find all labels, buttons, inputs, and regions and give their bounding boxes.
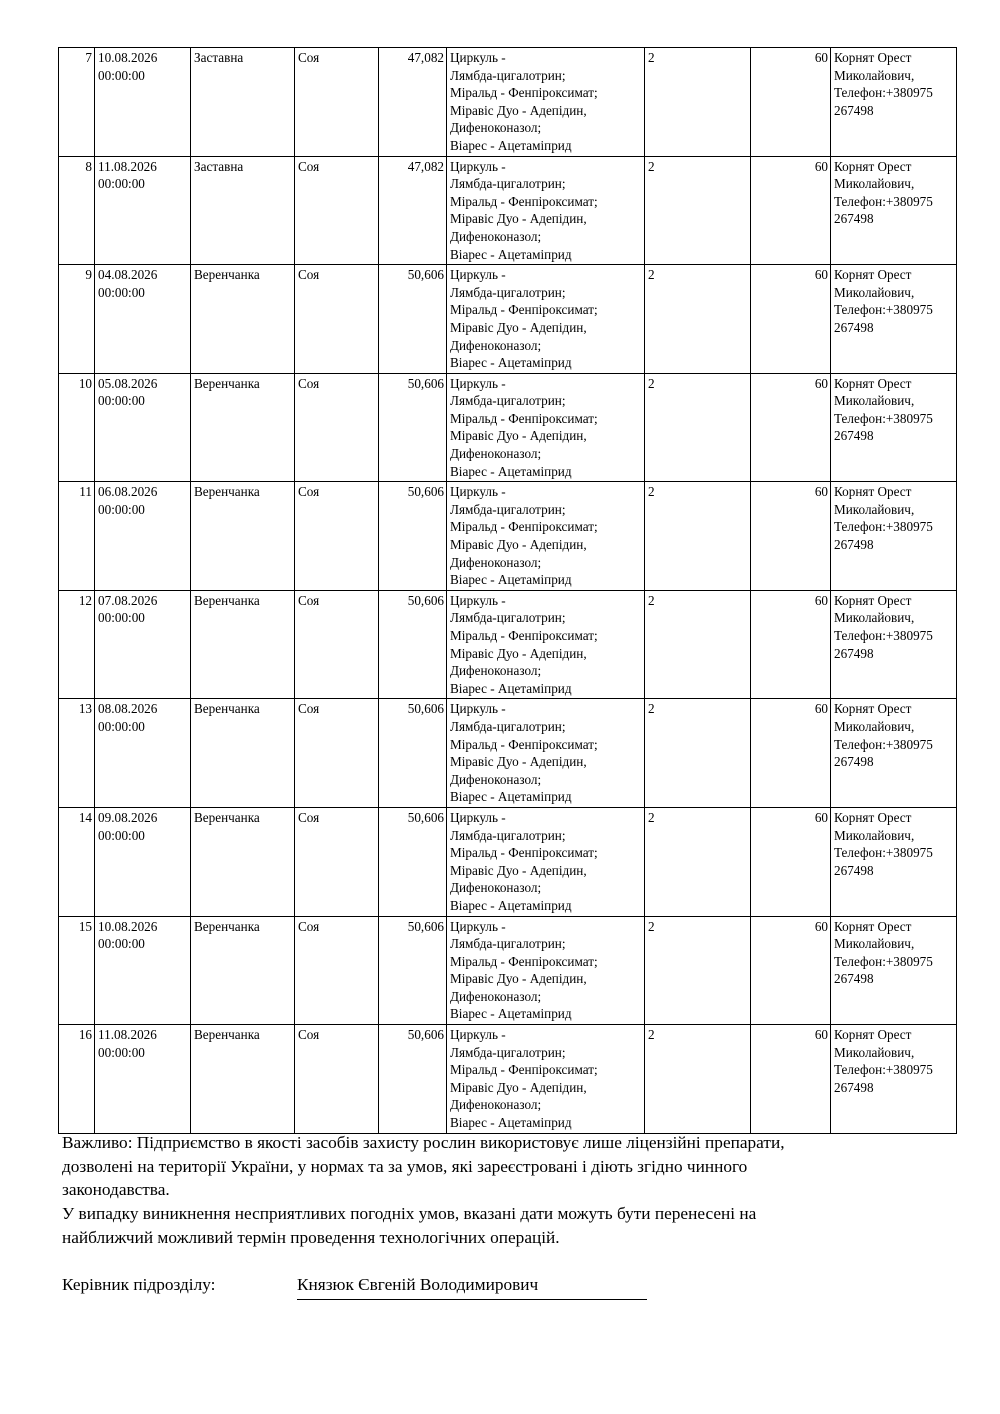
crop-cell: Соя	[295, 48, 379, 157]
preparations-cell: Циркуль - Лямбда-цигалотрин; Міральд - Фенпіроксимат; Міравіс Дуо - Адепідин, Дифеноконазол; Віарес - Ацетаміприд	[447, 807, 645, 916]
table-row	[59, 916, 957, 1025]
value-cell: 60	[751, 807, 831, 916]
location-cell: Веренчанка	[191, 916, 295, 1025]
contact-cell: Корнят Орест Миколайович, Телефон:+380975 267498	[831, 699, 957, 808]
date-cell: 11.08.2026 00:00:00	[95, 1025, 191, 1134]
preparations-cell: Циркуль - Лямбда-цигалотрин; Міральд - Фенпіроксимат; Міравіс Дуо - Адепідин, Дифеноконазол; Віарес - Ацетаміприд	[447, 265, 645, 374]
row-number-cell: 10	[59, 373, 95, 482]
row-number-cell: 11	[59, 482, 95, 591]
crop-cell: Соя	[295, 699, 379, 808]
crop-cell: Соя	[295, 482, 379, 591]
area-cell: 50,606	[379, 1025, 447, 1134]
row-number-cell: 13	[59, 699, 95, 808]
treatment-count-cell: 2	[645, 156, 751, 265]
table-row	[59, 156, 957, 265]
date-cell: 04.08.2026 00:00:00	[95, 265, 191, 374]
table-row	[59, 265, 957, 374]
table-row	[59, 699, 957, 808]
contact-cell: Корнят Орест Миколайович, Телефон:+380975 267498	[831, 482, 957, 591]
area-cell: 50,606	[379, 482, 447, 591]
area-cell: 50,606	[379, 590, 447, 699]
date-cell: 09.08.2026 00:00:00	[95, 807, 191, 916]
location-cell: Заставна	[191, 156, 295, 265]
location-cell: Веренчанка	[191, 373, 295, 482]
value-cell: 60	[751, 373, 831, 482]
location-cell: Веренчанка	[191, 482, 295, 591]
date-cell: 11.08.2026 00:00:00	[95, 156, 191, 265]
signature-block	[62, 1275, 682, 1305]
location-cell: Веренчанка	[191, 699, 295, 808]
preparations-cell: Циркуль - Лямбда-цигалотрин; Міральд - Фенпіроксимат; Міравіс Дуо - Адепідин, Дифеноконазол; Віарес - Ацетаміприд	[447, 1025, 645, 1134]
contact-cell: Корнят Орест Миколайович, Телефон:+380975 267498	[831, 807, 957, 916]
value-cell: 60	[751, 156, 831, 265]
table-row	[59, 807, 957, 916]
row-number-cell: 14	[59, 807, 95, 916]
location-cell: Веренчанка	[191, 1025, 295, 1134]
preparations-cell: Циркуль - Лямбда-цигалотрин; Міральд - Фенпіроксимат; Міравіс Дуо - Адепідин, Дифеноконазол; Віарес - Ацетаміприд	[447, 373, 645, 482]
location-cell: Веренчанка	[191, 265, 295, 374]
preparations-cell: Циркуль - Лямбда-цигалотрин; Міральд - Фенпіроксимат; Міравіс Дуо - Адепідин, Дифеноконазол; Віарес - Ацетаміприд	[447, 916, 645, 1025]
crop-cell: Соя	[295, 807, 379, 916]
crop-cell: Соя	[295, 156, 379, 265]
area-cell: 47,082	[379, 48, 447, 157]
value-cell: 60	[751, 916, 831, 1025]
contact-cell: Корнят Орест Миколайович, Телефон:+380975 267498	[831, 156, 957, 265]
date-cell: 05.08.2026 00:00:00	[95, 373, 191, 482]
contact-cell: Корнят Орест Миколайович, Телефон:+380975 267498	[831, 265, 957, 374]
area-cell: 50,606	[379, 265, 447, 374]
table-row	[59, 373, 957, 482]
table-body	[59, 48, 957, 1134]
treatment-count-cell: 2	[645, 265, 751, 374]
value-cell: 60	[751, 1025, 831, 1134]
location-cell: Заставна	[191, 48, 295, 157]
value-cell: 60	[751, 699, 831, 808]
signatory-name: Князюк Євгеній Володимирович	[297, 1275, 539, 1294]
location-cell: Веренчанка	[191, 590, 295, 699]
crop-cell: Соя	[295, 590, 379, 699]
treatment-count-cell: 2	[645, 1025, 751, 1134]
date-cell: 10.08.2026 00:00:00	[95, 916, 191, 1025]
contact-cell: Корнят Орест Миколайович, Телефон:+380975 267498	[831, 1025, 957, 1134]
preparations-cell: Циркуль - Лямбда-цигалотрин; Міральд - Фенпіроксимат; Міравіс Дуо - Адепідин, Дифеноконазол; Віарес - Ацетаміприд	[447, 156, 645, 265]
crop-cell: Соя	[295, 373, 379, 482]
treatment-count-cell: 2	[645, 590, 751, 699]
crop-cell: Соя	[295, 1025, 379, 1134]
table-row	[59, 48, 957, 157]
treatment-count-cell: 2	[645, 807, 751, 916]
table-row	[59, 482, 957, 591]
location-cell: Веренчанка	[191, 807, 295, 916]
important-note: Важливо: Підприємство в якості засобів захисту рослин використовує лише ліцензійні препарати, дозволені на території України, у нормах та за умов, які зареєстровані і діють згідно чинного законодавства. У випадку виникнення несприятливих погодніх умов, вказані дати можуть бути перенесені на найближчий можливий термін проведення технологічних операцій.	[62, 1133, 785, 1247]
contact-cell: Корнят Орест Миколайович, Телефон:+380975 267498	[831, 590, 957, 699]
row-number-cell: 7	[59, 48, 95, 157]
treatment-count-cell: 2	[645, 373, 751, 482]
row-number-cell: 9	[59, 265, 95, 374]
treatment-count-cell: 2	[645, 699, 751, 808]
signature-line	[297, 1299, 647, 1300]
signature-label: Керівник підрозділу:	[62, 1275, 216, 1294]
contact-cell: Корнят Орест Миколайович, Телефон:+380975 267498	[831, 916, 957, 1025]
preparations-cell: Циркуль - Лямбда-цигалотрин; Міральд - Фенпіроксимат; Міравіс Дуо - Адепідин, Дифеноконазол; Віарес - Ацетаміприд	[447, 48, 645, 157]
date-cell: 08.08.2026 00:00:00	[95, 699, 191, 808]
crop-cell: Соя	[295, 265, 379, 374]
row-number-cell: 15	[59, 916, 95, 1025]
contact-cell: Корнят Орест Миколайович, Телефон:+380975 267498	[831, 48, 957, 157]
schedule-table	[58, 47, 957, 1134]
preparations-cell: Циркуль - Лямбда-цигалотрин; Міральд - Фенпіроксимат; Міравіс Дуо - Адепідин, Дифеноконазол; Віарес - Ацетаміприд	[447, 482, 645, 591]
table-row	[59, 590, 957, 699]
contact-cell: Корнят Орест Миколайович, Телефон:+380975 267498	[831, 373, 957, 482]
value-cell: 60	[751, 482, 831, 591]
area-cell: 47,082	[379, 156, 447, 265]
date-cell: 07.08.2026 00:00:00	[95, 590, 191, 699]
crop-cell: Соя	[295, 916, 379, 1025]
row-number-cell: 8	[59, 156, 95, 265]
preparations-cell: Циркуль - Лямбда-цигалотрин; Міральд - Фенпіроксимат; Міравіс Дуо - Адепідин, Дифеноконазол; Віарес - Ацетаміприд	[447, 699, 645, 808]
table-row	[59, 1025, 957, 1134]
preparations-cell: Циркуль - Лямбда-цигалотрин; Міральд - Фенпіроксимат; Міравіс Дуо - Адепідин, Дифеноконазол; Віарес - Ацетаміприд	[447, 590, 645, 699]
treatment-count-cell: 2	[645, 48, 751, 157]
area-cell: 50,606	[379, 373, 447, 482]
value-cell: 60	[751, 48, 831, 157]
treatment-count-cell: 2	[645, 916, 751, 1025]
treatment-count-cell: 2	[645, 482, 751, 591]
row-number-cell: 12	[59, 590, 95, 699]
area-cell: 50,606	[379, 699, 447, 808]
row-number-cell: 16	[59, 1025, 95, 1134]
value-cell: 60	[751, 590, 831, 699]
area-cell: 50,606	[379, 916, 447, 1025]
date-cell: 06.08.2026 00:00:00	[95, 482, 191, 591]
date-cell: 10.08.2026 00:00:00	[95, 48, 191, 157]
area-cell: 50,606	[379, 807, 447, 916]
value-cell: 60	[751, 265, 831, 374]
